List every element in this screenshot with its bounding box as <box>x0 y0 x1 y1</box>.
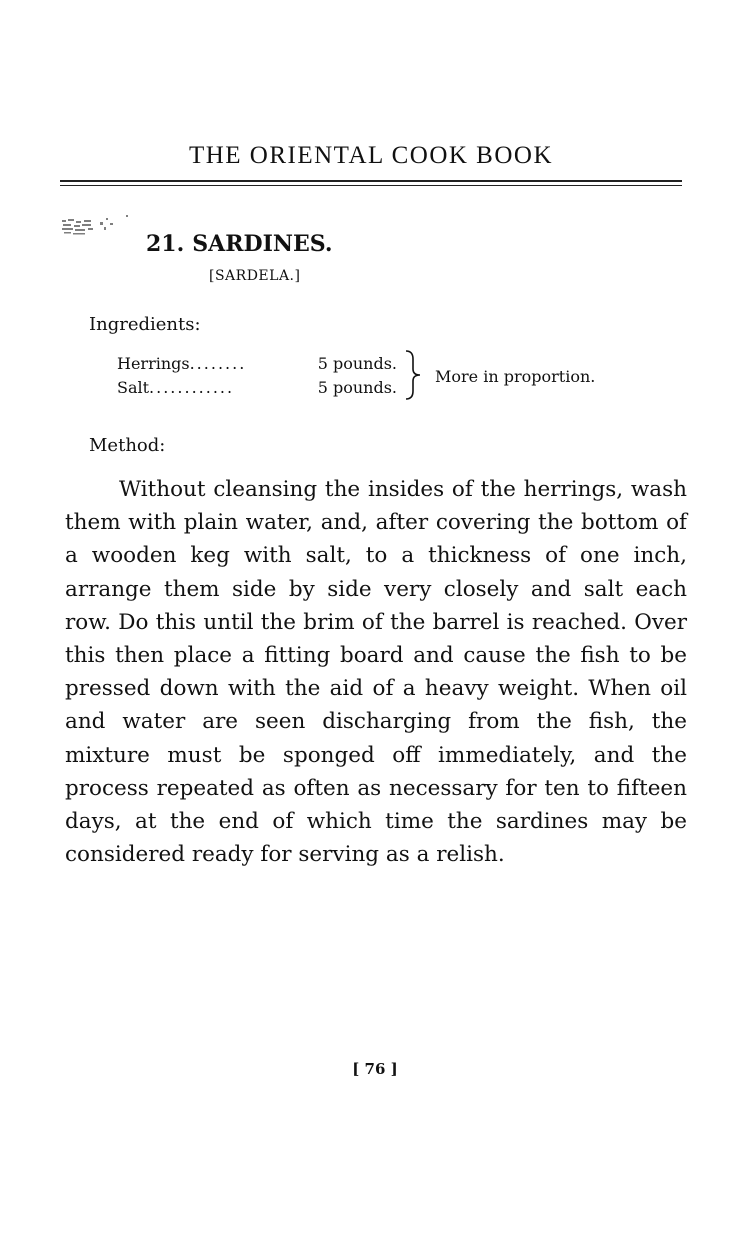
running-title: THE ORIENTAL COOK BOOK <box>188 142 554 169</box>
ingredient-leader-dots: ............ <box>149 378 235 397</box>
ingredient-quantity: 5 pounds. <box>317 378 397 397</box>
ingredients-note: More in proportion. <box>435 367 596 386</box>
ingredient-row <box>117 354 397 373</box>
method-heading: Method: <box>89 435 166 456</box>
ingredient-quantity: 5 pounds. <box>317 354 397 373</box>
ingredient-name: Salt <box>117 378 150 397</box>
ingredients-heading: Ingredients: <box>89 314 201 335</box>
ingredient-row <box>117 378 397 397</box>
ink-smudge-mark <box>60 212 132 240</box>
header-double-rule <box>60 180 682 186</box>
recipe-subtitle: [SARDELA.] <box>209 268 301 284</box>
ingredient-name: Herrings <box>117 354 190 373</box>
page-number: [ 76 ] <box>352 1060 398 1078</box>
method-paragraph: Without cleansing the insides of the herrings, wash them with plain water, and, after covering the bottom of a wooden keg with salt, to a thickness of one inch, arrange them side by side very closely and salt each row. Do this until the brim of the barrel is reached. Over this then place a fitting board and cause the fish to be pressed down with the aid of a heavy weight. When oil and water are seen discharging from the fish, the mixture must be sponged off immediately, and the process repeated as often as necessary for ten to fifteen days, at the end of which time the sardines may be considered ready for serving as a relish. <box>65 477 687 868</box>
recipe-name: SARDINES. <box>192 231 333 257</box>
recipe-number: 21. <box>146 231 185 257</box>
recipe-title <box>146 231 333 257</box>
ingredient-leader-dots: ........ <box>189 354 247 373</box>
right-brace-icon <box>404 349 422 401</box>
